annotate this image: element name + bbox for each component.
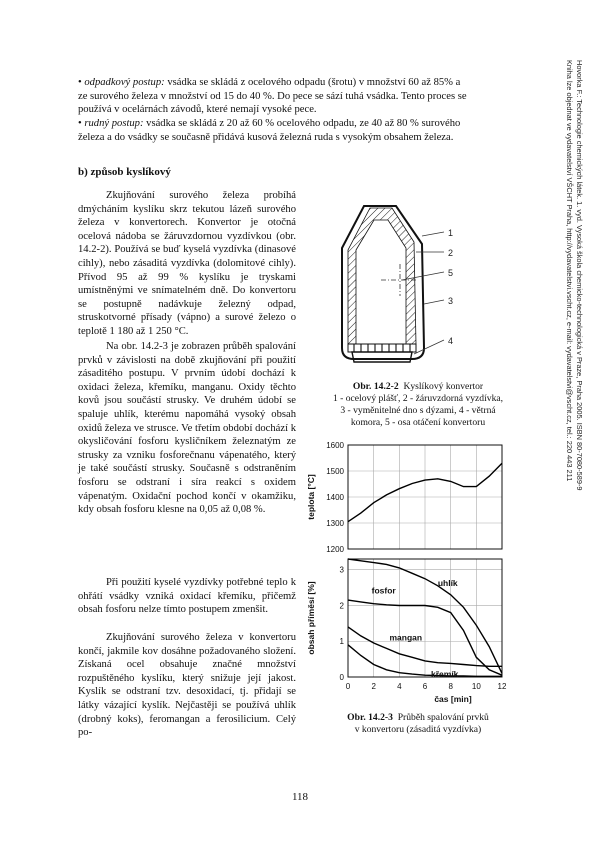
- temp-y-tick-label: 1200: [326, 545, 344, 554]
- imp-series-label: křemík: [431, 669, 459, 680]
- burning-chart: [300, 437, 540, 712]
- imp-y-tick-label: 1: [339, 637, 344, 647]
- side-note-line: Kniha lze objednat ve vydavatelství VŠCHT Praha, http://vydavatelstvi.vscht.cz, e-mail: vydavatelstvi@vscht.cz, tel.: 220 443 211: [565, 60, 575, 482]
- page-number: 118: [291, 791, 309, 803]
- imp-series-label: fosfor: [371, 585, 396, 596]
- bullet-odpadkovy: • odpadkový postup: vsádka se skládá z ocelového odpadu (šrotu) v množství 60 až 85% a ze surového železa v množství od 15 do 40 %. Do pece se sází tuhá vsádka. Tento proces se používá v ocelárnách závodů, které nemají vysoké pece.: [78, 76, 530, 117]
- wind-box: [352, 352, 412, 362]
- x-tick-label: 6: [422, 682, 428, 691]
- imp-y-tick-label: 3: [339, 565, 344, 575]
- figure1-caption-line: 1 - ocelový plášť, 2 - žáruvzdorná vyzdívka,: [332, 393, 504, 404]
- figure2-caption: [300, 712, 536, 736]
- temp-y-tick-label: 1500: [326, 467, 344, 476]
- x-tick-label: 2: [371, 682, 376, 691]
- figure2-caption-name: Průběh spalování prvků: [397, 712, 489, 723]
- x-tick-label: 10: [471, 682, 481, 691]
- column-paragraph: Na obr. 14.2-3 je zobrazen průběh spalování prvků v závislosti na době zkujňování při použití zásaditého postupu. V prvním údobí dochází k oxidaci železa, křemíku, manganu. Oxidy těchto kovů jsou součástí strusky. Ve druhém údobí se spaluje uhlík, kterému napomáhá vysoký obsah oxidů železa ve strusce. Ve třetím období dochází k okysličování fosforu kysličníkem železnatým ze strusky za vzniku fosforečnanu vápenatého, který je také součástí strusky. Současně s odstraněním fosforu se odstraní i síra reakcí s oxidem vápenatým. Oxidační pochod končí v okamžiku, kdy obsah fosforu klesne na 0,05 až 0,08 %.: [78, 341, 296, 516]
- bullet-line: používá v ocelárnách závodů, které nemají vysoké pece.: [78, 104, 317, 116]
- bullet-line: vsádka se skládá z 20 až 60 % ocelového odpadu, ze 40 až 80 % surového: [146, 118, 461, 129]
- imp-y-tick-label: 0: [339, 673, 344, 682]
- bullet-line: železa a do vsádky se současně přidává kusová železná ruda s vysokým obsahem železa.: [78, 131, 454, 143]
- part-label-2: 2: [448, 248, 454, 258]
- side-note-line: Hovorka F.: Technologie chemických látek. 1. vyd. Vysoká škola chemicko-technologická v Praze, Praha 2005. ISBN 80-7080-589-9: [575, 60, 584, 491]
- bullet-line: vsádka se skládá z ocelového odpadu (šrotu) v množství 60 až 85% a: [167, 77, 461, 88]
- bullet-rudny: • rudný postup: vsádka se skládá z 20 až 60 % ocelového odpadu, ze 40 až 80 % surového železa a do vsádky se současně přidává kusová železná ruda s vysokým obsahem železa.: [78, 117, 530, 144]
- imp-series-label: uhlík: [437, 577, 458, 588]
- column-paragraph: Zkujňování surového železa v konvertoru končí, jakmile kov dosáhne požadovaného složení. Získaná ocel obsahuje značné množství rozpuštěného kyslíku, který snižuje její jakost. Kyslík se odstraní tzv. desoxidací, tj. přidají se látky vázající kyslík. Nejčastěji se používá uhlík (drobný koks), feromangan a ferosilicium. Celý po-: [78, 632, 296, 739]
- x-tick-label: 4: [397, 682, 402, 691]
- imp-y-axis-label: obsah příměsí [%]: [306, 581, 316, 655]
- bullet-term: odpadkový postup:: [84, 77, 165, 88]
- imp-series-label: mangan: [389, 632, 423, 643]
- figure1-caption: [300, 381, 536, 429]
- x-tick-label: 12: [497, 682, 507, 691]
- figure1-caption-title: Obr. 14.2-2: [352, 381, 399, 392]
- column-paragraph: Zkujňování surového železa probíhá dmýcháním kyslíku skrz tekutou lázeň surového železa v konvertorech. Konvertor je otočná ocelová nádoba se žáruvzdornou vyzdívkou (obr. 14.2-2). Používá se buď kyselá vyzdívka (dinasové cihly), nebo zásaditá vyzdívka (dolomitové cihly). Přívod 95 až 99 % kyslíku je tryskami umístněnými ve snímatelném dně. Do konvertoru se postupně nadávkuje železný odpad, struskotvorné přísady (vápno) a surové železo o teplotě 1 180 až 1 250 °C.: [78, 190, 296, 337]
- temp-y-tick-label: 1400: [326, 493, 344, 502]
- imp-y-tick-label: 2: [339, 601, 344, 611]
- part-label-5: 5: [448, 268, 454, 278]
- part-label-3: 3: [448, 296, 454, 306]
- figure1-caption-name: Kyslíkový konvertor: [403, 381, 484, 392]
- temp-y-tick-label: 1600: [326, 441, 344, 450]
- figure2-caption-title: Obr. 14.2-3: [347, 712, 393, 723]
- bullet-line: ze surového železa v množství od 15 do 40 %. Do pece se sází tuhá vsádka. Tento proces se: [78, 90, 467, 102]
- x-tick-label: 8: [448, 682, 453, 691]
- figure1-caption-line: komora, 5 - osa otáčení konvertoru: [350, 417, 486, 428]
- column-paragraph: Při použití kyselé vyzdívky potřebné teplo k ohřátí vsádky vzniká oxidací křemíku, přičemž obsah fosforu nelze tímto postupem zmenšit.: [78, 577, 296, 616]
- part-label-4: 4: [448, 336, 454, 346]
- figure2-caption-line: v konvertoru (zásaditá vyzdívka): [354, 724, 482, 735]
- side-note: [565, 60, 584, 830]
- converter-diagram: [326, 196, 476, 376]
- refractory-lining: [348, 208, 416, 344]
- part-label-1: 1: [448, 228, 454, 238]
- figure1-caption-line: 3 - vyměnitelné dno s dýzami, 4 - větrná: [340, 405, 496, 416]
- temp-y-tick-label: 1300: [326, 519, 344, 528]
- x-tick-label: 0: [345, 682, 351, 691]
- section-heading: b) způsob kyslíkový: [78, 166, 171, 178]
- x-axis-label: čas [min]: [434, 694, 472, 704]
- bullet-term: rudný postup:: [84, 118, 144, 129]
- temp-y-axis-label: teplota [°C]: [306, 474, 316, 520]
